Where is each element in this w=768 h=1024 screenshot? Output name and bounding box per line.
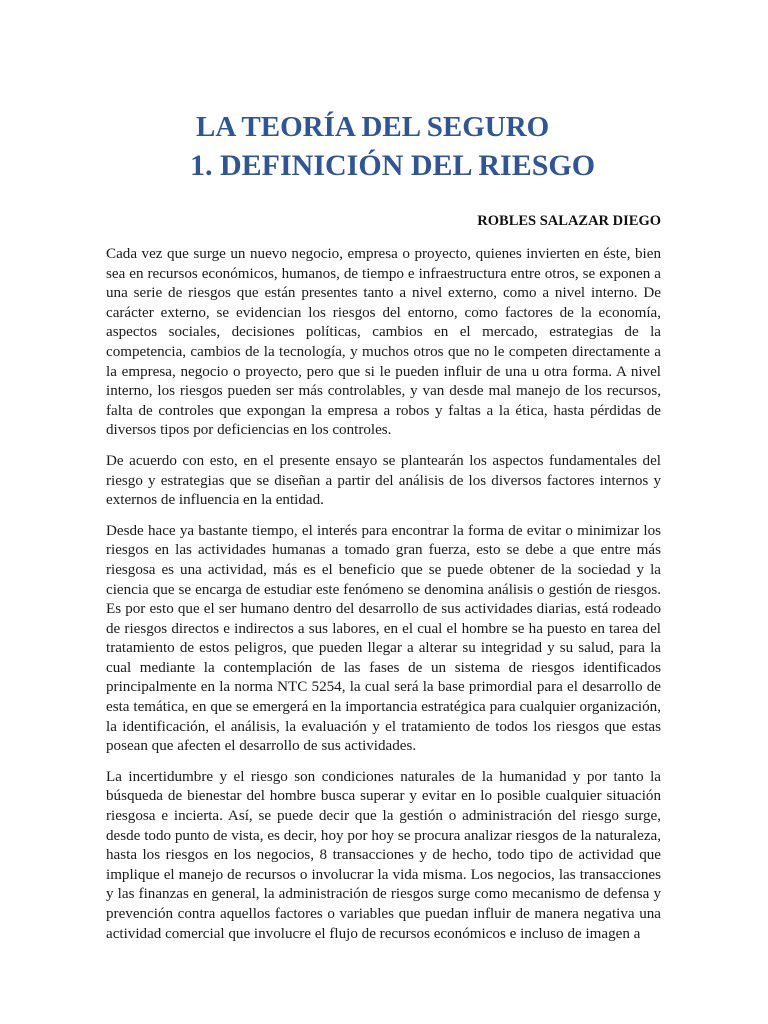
paragraph: La incertidumbre y el riesgo son condiciones naturales de la humanidad y por tanto la búsqueda de bienestar del hombre busca superar y evitar en lo posible cualquier situación riesgosa e incierta. Así, se puede decir que la gestión o administración del riesgo surge, desde todo punto de vista, es decir, hoy por hoy se procura analizar riesgos de la naturaleza, hasta los riesgos en los negocios, 8 transacciones y de hecho, todo tipo de actividad que implique el manejo de recursos o involucrar la vida misma. Los negocios, las transacciones y las finanzas en general, la administración de riesgos surge como mecanismo de defensa y prevención contra aquellos factores o variables que puedan influir de manera negativa una actividad comercial que involucre el flujo de recursos económicos e incluso de imagen a (106, 768, 661, 942)
paragraph: Cada vez que surge un nuevo negocio, empresa o proyecto, quienes invierten en éste, bien sea en recursos económicos, humanos, de tiempo e infraestructura entre otros, se exponen a una serie de riesgos que están presentes tanto a nivel externo, como a nivel interno. De carácter externo, se evidencian los riesgos del entorno, como factores de la economía, aspectos sociales, decisiones políticas, cambios en el mercado, estrategias de la competencia, cambios de la tecnología, y muchos otros que no le competen directamente a la empresa, negocio o proyecto, pero que si le pueden influir de una u otra forma. A nivel interno, los riesgos pueden ser más controlables, y van desde mal manejo de los recursos, falta de controles que expongan la empresa a robos y faltas a la ética, hasta pérdidas de diversos tipos por deficiencias en los controles. (106, 246, 661, 439)
document-body (106, 245, 661, 955)
author-name: ROBLES SALAZAR DIEGO (477, 213, 661, 229)
paragraph: De acuerdo con esto, en el presente ensayo se plantearán los aspectos fundamentales del riesgo y estrategias que se diseñan a partir del análisis de los diversos factores internos y externos de influencia en la entidad. (106, 452, 661, 509)
paragraph: Desde hace ya bastante tiempo, el interés para encontrar la forma de evitar o minimizar los riesgos en las actividades humanas a tomado gran fuerza, esto se debe a que entre más riesgosa es una actividad, más es el beneficio que se puede obtener de la sociedad y la ciencia que se encarga de estudiar este fenómeno se denomina análisis o gestión de riesgos. Es por esto que el ser humano dentro del desarrollo de sus actividades diarias, está rodeado de riesgos directos e indirectos a sus labores, en el cual el hombre se ha puesto en tarea del tratamiento de estos peligros, que pueden llegar a alterar su integridad y su salud, para la cual mediante la contemplación de las fases de un sistema de riesgos identificados principalmente en la norma NTC 5254, la cual será la base primordial para el desarrollo de esta temática, en que se emergerá en la importancia estratégica para cualquier organización, la identificación, el análisis, la evaluación y el tratamiento de todos los riesgos que estas posean que afecten el desarrollo de sus actividades. (106, 522, 661, 755)
document-title: LA TEORÍA DEL SEGURO (196, 111, 550, 143)
section-heading: 1. DEFINICIÓN DEL RIESGO (190, 149, 596, 182)
